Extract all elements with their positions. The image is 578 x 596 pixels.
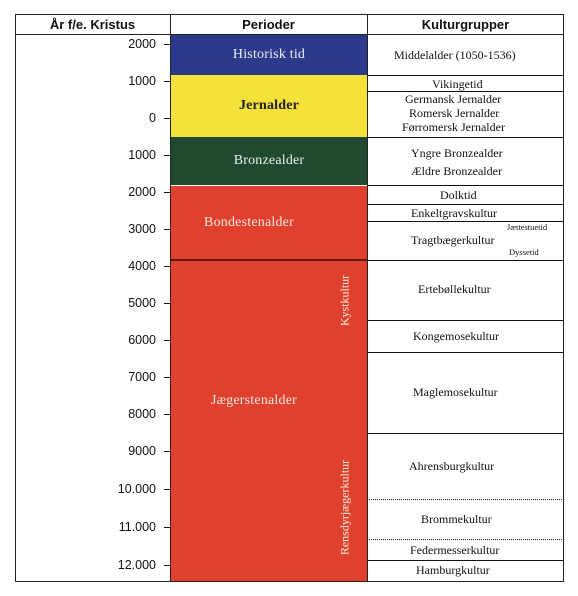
culture-divider	[367, 75, 564, 76]
culture-federmesserkultur: Federmesserkultur	[410, 543, 500, 557]
culture-hamburgkultur: Hamburgkultur	[416, 563, 490, 577]
culture-divider	[367, 260, 564, 261]
y-label-5000bc: 5000	[128, 296, 156, 310]
y-label-1000bc: 1000	[128, 148, 156, 162]
culture-divider-dotted	[367, 539, 564, 540]
culture-vikingetid: Vikingetid	[432, 77, 483, 91]
y-label-11000bc: 11.000	[118, 520, 156, 534]
culture-romersk-jernalder: Romersk Jernalder	[409, 106, 500, 120]
y-tick	[164, 340, 170, 341]
culture-brommekultur: Brommekultur	[421, 512, 492, 526]
culture-divider	[367, 352, 564, 353]
period-bondestenalder	[171, 186, 367, 259]
header-cultures: Kulturgrupper	[421, 16, 510, 32]
culture-germansk-jernalder: Germansk Jernalder	[405, 92, 502, 106]
y-label-10000bc: 10.000	[117, 482, 156, 496]
culture-enkeltgravskultur: Enkeltgravskultur	[411, 206, 497, 220]
rensdyrjaegerkultur-label: Rensdyrjægerkultur	[337, 459, 352, 556]
y-tick	[164, 451, 170, 452]
y-tick	[164, 414, 170, 415]
kystkultur-label: Kystkultur	[337, 274, 352, 327]
period-jernalder	[171, 75, 367, 137]
col-divider-2	[367, 14, 368, 582]
period-bronzealder-label: Bronzealder	[233, 153, 305, 168]
culture-aeldre-bronzealder: Ældre Bronzealder	[411, 164, 502, 178]
culture-ahrensburgkultur: Ahrensburgkultur	[409, 459, 495, 473]
y-tick	[164, 266, 170, 267]
y-tick	[164, 81, 170, 82]
culture-divider	[367, 185, 564, 186]
y-tick	[164, 303, 170, 304]
period-bronzealder	[171, 137, 367, 185]
y-label-9000bc: 9000	[128, 444, 156, 458]
period-jaegerstenalder-label: Jægerstenalder	[211, 393, 297, 408]
y-tick	[164, 565, 170, 566]
culture-maglemosekultur: Maglemosekultur	[413, 385, 498, 399]
period-historisk-tid	[171, 35, 367, 75]
culture-divider	[367, 320, 564, 321]
y-tick	[164, 527, 170, 528]
y-label-12000bc: 12.000	[117, 558, 156, 572]
culture-divider	[367, 560, 564, 561]
y-label-4000bc: 4000	[128, 259, 156, 273]
y-tick	[164, 229, 170, 230]
y-tick	[164, 489, 170, 490]
header-years: År f/e. Kristus	[49, 16, 136, 32]
y-label-6000bc: 6000	[128, 333, 156, 347]
culture-dolktid: Dolktid	[440, 188, 477, 202]
period-historisk-label: Historisk tid	[232, 47, 306, 62]
y-tick	[164, 377, 170, 378]
y-tick	[164, 192, 170, 193]
culture-divider	[367, 433, 564, 434]
culture-ertebollekultur: Ertebøllekultur	[418, 282, 491, 296]
culture-divider	[367, 204, 564, 205]
header-periods: Perioder	[242, 16, 295, 32]
y-label-2000ad: 2000	[128, 37, 156, 51]
culture-jaettestuetid: Jættestuetid	[507, 222, 548, 232]
culture-divider-dotted	[367, 499, 564, 500]
culture-tragtbaegerkultur: Tragtbægerkultur	[411, 233, 495, 247]
period-jernalder-label: Jernalder	[238, 98, 300, 113]
culture-yngre-bronzealder: Yngre Bronzealder	[411, 146, 503, 160]
culture-kongemosekultur: Kongemosekultur	[413, 329, 499, 343]
y-tick	[164, 155, 170, 156]
y-label-1000ad: 1000	[128, 74, 156, 88]
y-label-0: 0	[149, 111, 156, 125]
culture-middelalder: Middelalder (1050-1536)	[394, 48, 516, 62]
culture-forromersk-jernalder: Førromersk Jernalder	[402, 120, 505, 134]
period-bondestenalder-label: Bondestenalder	[204, 214, 294, 230]
y-label-3000bc: 3000	[128, 222, 156, 236]
y-label-7000bc: 7000	[128, 370, 156, 384]
y-tick	[164, 44, 170, 45]
y-tick	[164, 118, 170, 119]
culture-divider	[367, 137, 564, 138]
culture-dyssetid: Dyssetid	[509, 247, 539, 257]
y-label-8000bc: 8000	[128, 407, 156, 421]
y-label-2000bc: 2000	[128, 185, 156, 199]
